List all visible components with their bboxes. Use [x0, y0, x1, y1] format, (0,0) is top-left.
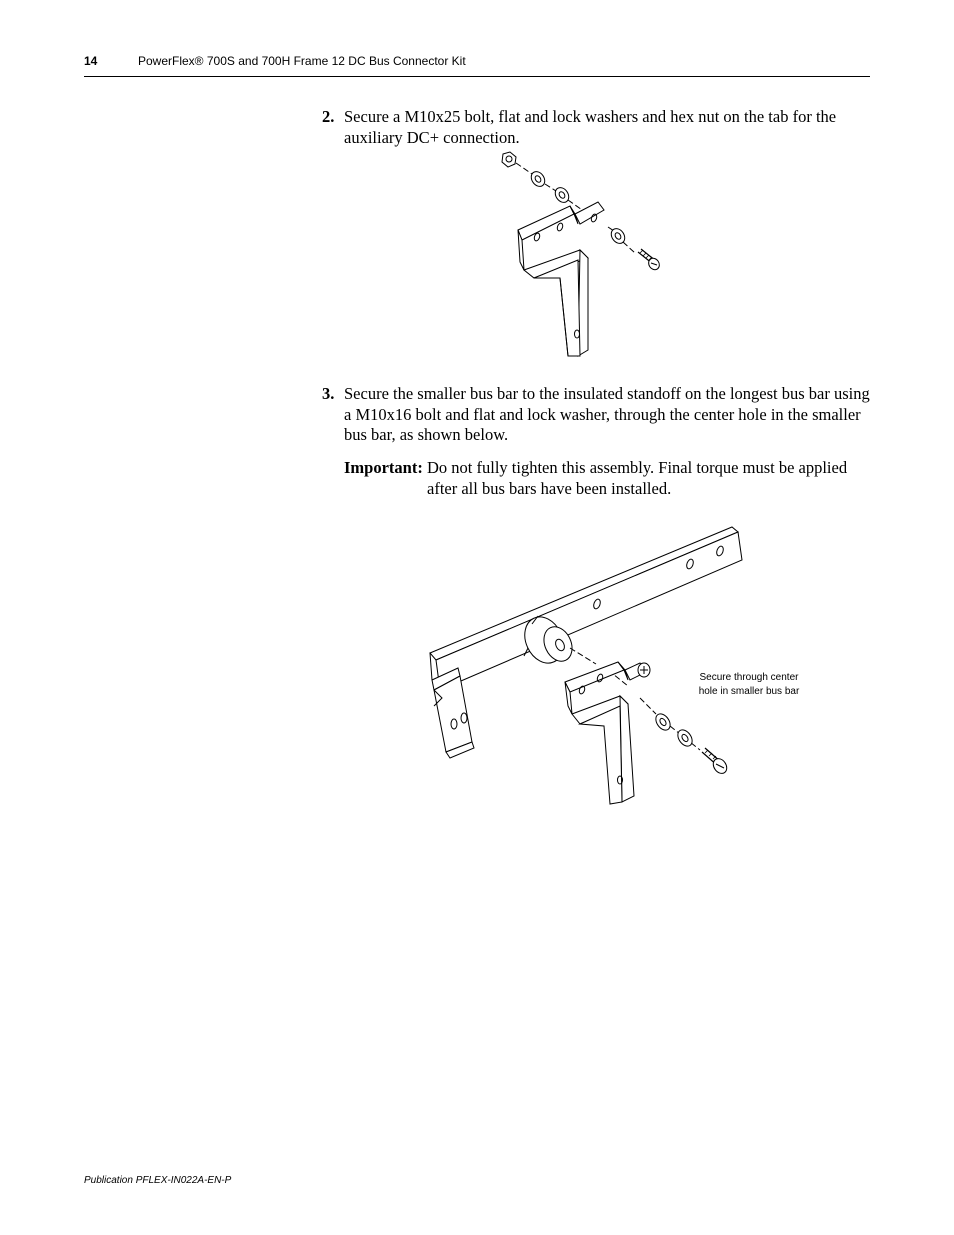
step-2-number: 2.: [322, 107, 335, 126]
bus-bar-end-tab: [432, 668, 474, 758]
long-bus-bar: [430, 527, 742, 690]
step-3-number: 3.: [322, 384, 335, 403]
figure-callout: [690, 671, 808, 699]
bus-bar-assembly-illustration: [420, 520, 750, 810]
washer: [552, 185, 571, 205]
page-number: 14: [84, 54, 98, 68]
lock-washer: [675, 727, 695, 749]
running-header-title: PowerFlex® 700S and 700H Frame 12 DC Bus Connector Kit: [138, 54, 466, 68]
important-text: Do not fully tighten this assembly. Final torque must be applied after all bus bars have been installed.: [427, 458, 848, 498]
bracket: [518, 202, 604, 356]
bolt: [638, 249, 662, 272]
step-2-text: Secure a M10x25 bolt, flat and lock washers and hex nut on the tab for the auxiliary DC+ connection.: [344, 107, 837, 147]
aux-dc-bracket-illustration: [490, 150, 680, 360]
callout-line-1: Secure through center: [699, 672, 799, 683]
important-label: Important:: [344, 458, 423, 477]
step-3: [322, 384, 870, 446]
smaller-bus-bar: [565, 662, 650, 804]
callout-line-2: hole in smaller bus bar: [698, 686, 800, 697]
hex-nut: [502, 152, 516, 167]
header-rule: [84, 76, 870, 77]
important-note: [344, 458, 870, 499]
flat-washer: [653, 711, 673, 733]
washer: [528, 169, 547, 189]
bolt: [702, 748, 730, 776]
publication-footer: Publication PFLEX-IN022A-EN-P: [84, 1175, 232, 1186]
step-3-text: Secure the smaller bus bar to the insulated standoff on the longest bus bar using a M10x16 bolt and flat and lock washer, through the center hole in the smaller bus bar, as shown below.: [344, 384, 870, 444]
step-2: [322, 107, 870, 148]
